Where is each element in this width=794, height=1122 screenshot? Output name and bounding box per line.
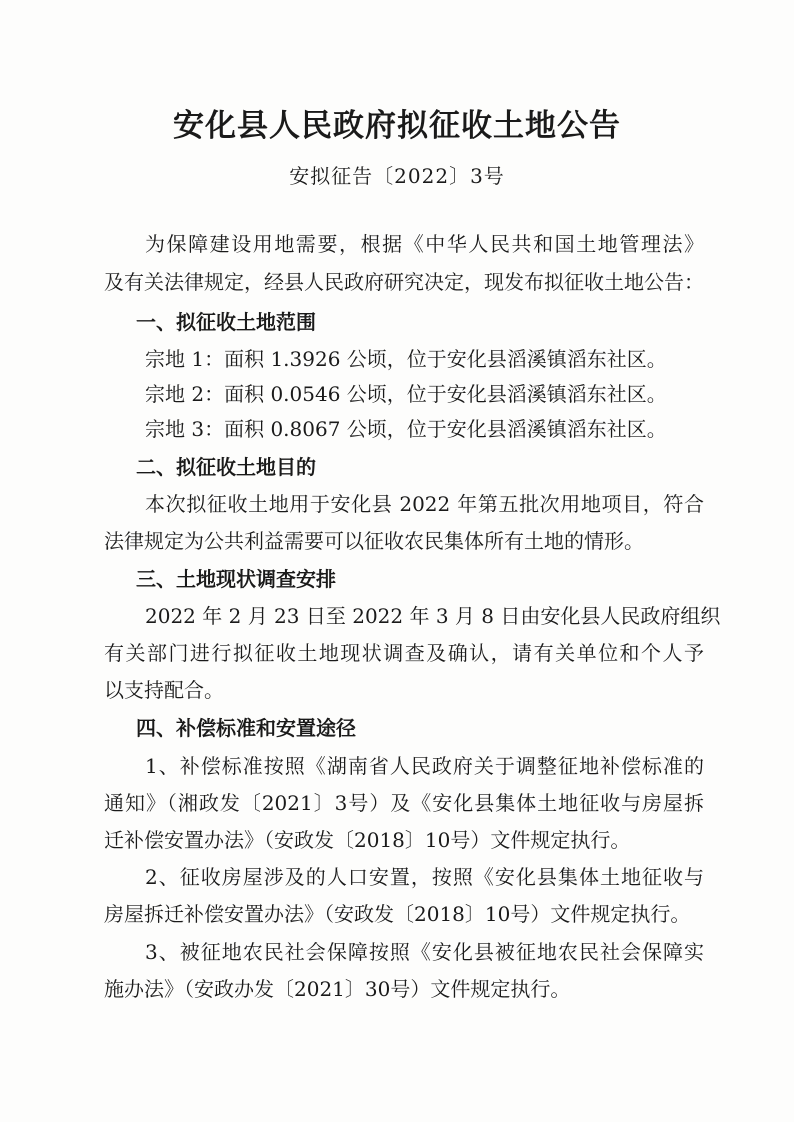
page-title: 安化县人民政府拟征收土地公告 [173, 108, 621, 144]
intro-line-2: 及有关法律规定，经县人民政府研究决定，现发布拟征收土地公告： [104, 270, 704, 294]
section4-heading: 四、补偿标准和安置途径 [136, 716, 356, 740]
section3-heading: 三、土地现状调查安排 [136, 567, 336, 591]
section3-line-3: 以支持配合。 [104, 678, 224, 702]
section4-line-2: 通知》（湘政发〔2021〕3号）及《安化县集体土地征收与房屋拆 [104, 791, 704, 815]
section4-line-4: 2、征收房屋涉及的人口安置，按照《安化县集体土地征收与 [145, 865, 704, 889]
section2-heading: 二、拟征收土地目的 [136, 455, 316, 479]
document-number: 安拟征告〔2022〕3号 [289, 164, 505, 188]
section1-line-3: 宗地 3：面积 0.8067 公顷，位于安化县滔溪镇滔东社区。 [145, 417, 667, 441]
section4-line-5: 房屋拆迁补偿安置办法》（安政发〔2018〕10号）文件规定执行。 [104, 902, 691, 926]
section3-line-1: 2022 年 2 月 23 日至 2022 年 3 月 8 日由安化县人民政府组织 [145, 604, 721, 628]
section1-line-2: 宗地 2：面积 0.0546 公顷，位于安化县滔溪镇滔东社区。 [145, 382, 667, 406]
section4-line-6: 3、被征地农民社会保障按照《安化县被征地农民社会保障实 [145, 940, 704, 964]
intro-line-1: 为保障建设用地需要，根据《中华人民共和国土地管理法》 [145, 232, 704, 256]
section1-line-1: 宗地 1：面积 1.3926 公顷，位于安化县滔溪镇滔东社区。 [145, 347, 667, 371]
section1-heading: 一、拟征收土地范围 [136, 310, 316, 334]
section4-line-1: 1、补偿标准按照《湖南省人民政府关于调整征地补偿标准的 [145, 754, 704, 778]
section2-line-1: 本次拟征收土地用于安化县 2022 年第五批次用地项目，符合 [145, 492, 704, 516]
section4-line-7: 施办法》（安政办发〔2021〕30号）文件规定执行。 [104, 977, 571, 1001]
section2-line-2: 法律规定为公共利益需要可以征收农民集体所有土地的情形。 [104, 529, 644, 553]
section3-line-2: 有关部门进行拟征收土地现状调查及确认，请有关单位和个人予 [104, 641, 704, 665]
section4-line-3: 迁补偿安置办法》（安政发〔2018〕10号）文件规定执行。 [104, 828, 631, 852]
